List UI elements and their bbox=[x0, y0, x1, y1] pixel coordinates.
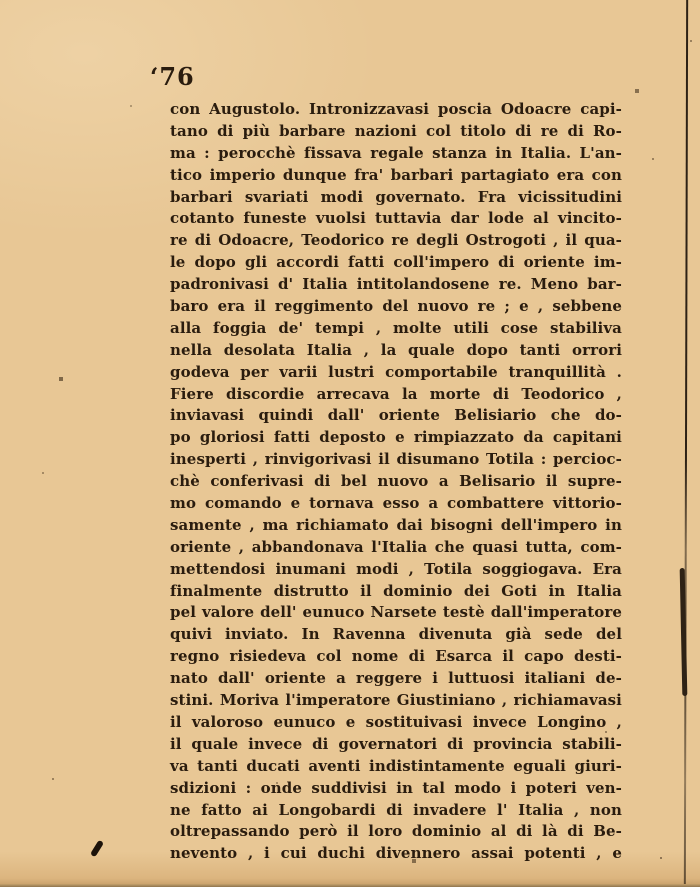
text-line: oltrepassando però il loro dominio al di là di Be- bbox=[170, 822, 622, 841]
text-line: regno risiedeva col nome di Esarca il capo desti- bbox=[170, 647, 622, 666]
text-line: inviavasi quindi dall' oriente Belisiario che do- bbox=[170, 406, 622, 425]
text-line: samente , ma richiamato dai bisogni dell'impero in bbox=[170, 515, 622, 534]
text-line: godeva per varii lustri comportabile tranquillità . bbox=[170, 362, 622, 381]
text-line: il quale invece di governatori di provincia stabili- bbox=[170, 734, 622, 753]
page-number: ‘76 bbox=[150, 62, 195, 91]
text-line: va tanti ducati aventi indistintamente eguali giuri- bbox=[170, 756, 622, 775]
text-line: tico imperio dunque fra' barbari partagiato era con bbox=[170, 165, 622, 184]
text-line: nella desolata Italia , la quale dopo tanti orrori bbox=[170, 340, 622, 359]
text-line: quivi inviato. In Ravenna divenuta già sede del bbox=[170, 625, 622, 644]
text-line: nevento , i cui duchi divennero assai potenti , e bbox=[170, 844, 622, 863]
text-line: po gloriosi fatti deposto e rimpiazzato da capitani bbox=[170, 428, 622, 447]
text-line: barbari svariati modi governato. Fra vicissitudini bbox=[170, 187, 622, 206]
text-line: Fiere discordie arrecava la morte di Teodorico , bbox=[170, 384, 622, 403]
text-line: cotanto funeste vuolsi tuttavia dar lode al vincito- bbox=[170, 209, 622, 228]
body-text bbox=[170, 99, 622, 865]
text-line: pel valore dell' eunuco Narsete testè dall'imperatore bbox=[170, 603, 622, 622]
text-line: inesperti , rinvigorivasi il disumano Totila : percioc- bbox=[170, 450, 622, 469]
text-line: oriente , abbandonava l'Italia che quasi tutta, com- bbox=[170, 537, 622, 556]
text-line: tano di più barbare nazioni col titolo di re di Ro- bbox=[170, 121, 622, 140]
text-line: padronivasi d' Italia intitolandosene re. Meno bar- bbox=[170, 275, 622, 294]
text-line: chè conferivasi di bel nuovo a Belisario il supre- bbox=[170, 472, 622, 491]
text-line: finalmente distrutto il dominio dei Goti in Italia bbox=[170, 581, 622, 600]
page-edge-line bbox=[684, 0, 688, 887]
text-line: mo comando e tornava esso a combattere vittorio- bbox=[170, 494, 622, 513]
text-line: le dopo gli accordi fatti coll'impero di oriente im- bbox=[170, 253, 622, 272]
text-line: il valoroso eunuco e sostituivasi invece Longino , bbox=[170, 712, 622, 731]
text-line: alla foggia de' tempi , molte utili cose stabiliva bbox=[170, 318, 622, 337]
text-line: re di Odoacre, Teodorico re degli Ostrogoti , il qua- bbox=[170, 231, 622, 250]
text-line: baro era il reggimento del nuovo re ; e , sebbene bbox=[170, 297, 622, 316]
text-line: mettendosi inumani modi , Totila soggiogava. Era bbox=[170, 559, 622, 578]
ink-smudge bbox=[90, 840, 104, 858]
text-line: con Augustolo. Intronizzavasi poscia Odoacre capi- bbox=[170, 100, 622, 118]
text-line: ma : perocchè fissava regale stanza in Italia. L'an- bbox=[170, 143, 622, 162]
text-line: nato dall' oriente a reggere i luttuosi italiani de- bbox=[170, 669, 622, 688]
paper-specks bbox=[0, 0, 2, 2]
text-line: sdizioni : onde suddivisi in tal modo i poteri ven- bbox=[170, 778, 622, 797]
text-line: stini. Moriva l'imperatore Giustiniano , richiamavasi bbox=[170, 691, 622, 710]
text-line: ne fatto ai Longobardi di invadere l' Italia , non bbox=[170, 800, 622, 819]
